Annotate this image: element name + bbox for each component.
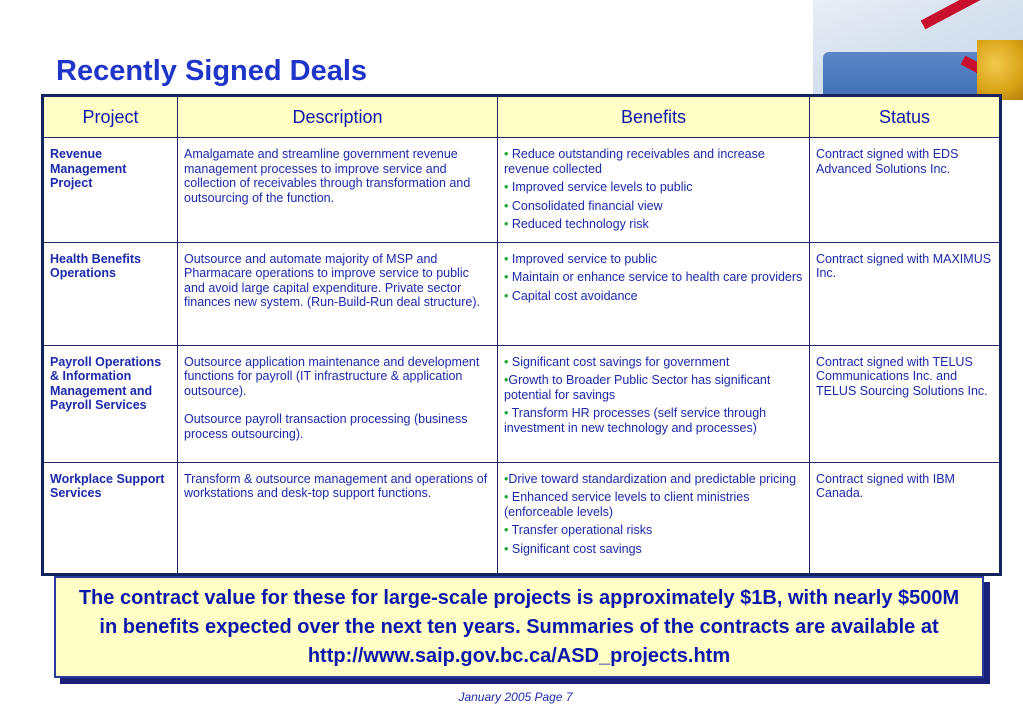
status-cell: Contract signed with EDS Advanced Solutions Inc. bbox=[810, 138, 1001, 243]
benefit-item: • Consolidated financial view bbox=[504, 198, 663, 213]
bullet-icon: • bbox=[504, 270, 512, 284]
bullet-icon: • bbox=[504, 406, 512, 420]
bullet-icon: • bbox=[504, 523, 512, 537]
bullet-icon: • bbox=[504, 217, 512, 231]
description-cell: Amalgamate and streamline government revenue management processes to improve service and collection of receivables through transformation and outsourcing of the function. bbox=[178, 138, 498, 243]
bullet-icon: • bbox=[504, 490, 512, 504]
benefit-item: • Reduced technology risk bbox=[504, 217, 649, 231]
bullet-icon: • bbox=[504, 471, 509, 486]
callout-text: The contract value for these for large-scale projects is approximately $1B, with nearly $500M in benefits expected over the next ten years. Summaries of the contracts are available at http://www.saip.gov.bc.ca/ASD_projects.htm bbox=[78, 586, 960, 667]
benefit-item: • Transfer operational risks bbox=[504, 523, 653, 537]
benefit-item: • Maintain or enhance service to health care providers bbox=[504, 270, 803, 284]
header-status: Status bbox=[810, 96, 1001, 138]
table-row bbox=[43, 138, 1001, 243]
benefit-item: • Reduce outstanding receivables and increase revenue collected bbox=[504, 147, 765, 176]
benefit-item: • Significant cost savings bbox=[504, 541, 642, 556]
benefits-cell bbox=[498, 462, 810, 574]
project-cell: Workplace Support Services bbox=[43, 462, 178, 574]
header-benefits: Benefits bbox=[498, 96, 810, 138]
benefit-item: •Drive toward standardization and predictable pricing bbox=[504, 471, 797, 486]
header-project: Project bbox=[43, 96, 178, 138]
benefits-cell bbox=[498, 138, 810, 243]
benefits-cell bbox=[498, 242, 810, 345]
paragraph-spacer bbox=[184, 398, 491, 412]
benefit-item: •Growth to Broader Public Sector has significant potential for savings bbox=[504, 373, 771, 402]
benefits-cell bbox=[498, 345, 810, 462]
description-cell bbox=[178, 345, 498, 462]
bullet-icon: • bbox=[504, 180, 512, 194]
benefit-item: • Significant cost savings for government bbox=[504, 354, 730, 369]
table-row bbox=[43, 345, 1001, 462]
bullet-icon: • bbox=[504, 373, 509, 387]
description-cell: Transform & outsource management and operations of workstations and desk-top support functions. bbox=[178, 462, 498, 574]
slide-footer: January 2005 Page 7 bbox=[458, 690, 573, 704]
description-paragraph: Outsource application maintenance and development functions for payroll (IT infrastructure & application outsource). bbox=[184, 354, 480, 398]
benefit-item: • Enhanced service levels to client ministries (enforceable levels) bbox=[504, 490, 750, 519]
bullet-icon: • bbox=[504, 198, 512, 213]
callout-box bbox=[54, 576, 984, 678]
bullet-icon: • bbox=[504, 541, 512, 556]
table-row bbox=[43, 462, 1001, 574]
table-row bbox=[43, 242, 1001, 345]
status-cell: Contract signed with MAXIMUS Inc. bbox=[810, 242, 1001, 345]
project-cell: Payroll Operations & Information Management and Payroll Services bbox=[43, 345, 178, 462]
status-cell: Contract signed with TELUS Communications Inc. and TELUS Sourcing Solutions Inc. bbox=[810, 345, 1001, 462]
project-cell: Revenue Management Project bbox=[43, 138, 178, 243]
table-header-row bbox=[43, 96, 1001, 138]
project-cell: Health Benefits Operations bbox=[43, 242, 178, 345]
benefit-item: • Transform HR processes (self service through investment in new technology and processes) bbox=[504, 406, 767, 435]
flag-blue-panel bbox=[823, 52, 983, 100]
header-description: Description bbox=[178, 96, 498, 138]
benefit-item: • Capital cost avoidance bbox=[504, 288, 638, 303]
flag-gold-emblem bbox=[977, 40, 1023, 100]
bullet-icon: • bbox=[504, 354, 512, 369]
benefit-item: • Improved service levels to public bbox=[504, 180, 693, 194]
description-paragraph: Outsource payroll transaction processing (business process outsourcing). bbox=[184, 412, 468, 441]
bullet-icon: • bbox=[504, 251, 512, 266]
deals-table bbox=[41, 94, 1002, 576]
flag-red-stripe bbox=[921, 0, 1023, 29]
description-cell: Outsource and automate majority of MSP and Pharmacare operations to improve service to public and avoid large capital expenditure. Private sector finances new system. (Run-Build-Run deal structure). bbox=[178, 242, 498, 345]
bullet-icon: • bbox=[504, 288, 512, 303]
benefit-item: • Improved service to public bbox=[504, 251, 658, 266]
bc-flag-decoration bbox=[813, 0, 1023, 100]
status-cell: Contract signed with IBM Canada. bbox=[810, 462, 1001, 574]
bullet-icon: • bbox=[504, 147, 512, 161]
slide-title: Recently Signed Deals bbox=[56, 55, 368, 87]
